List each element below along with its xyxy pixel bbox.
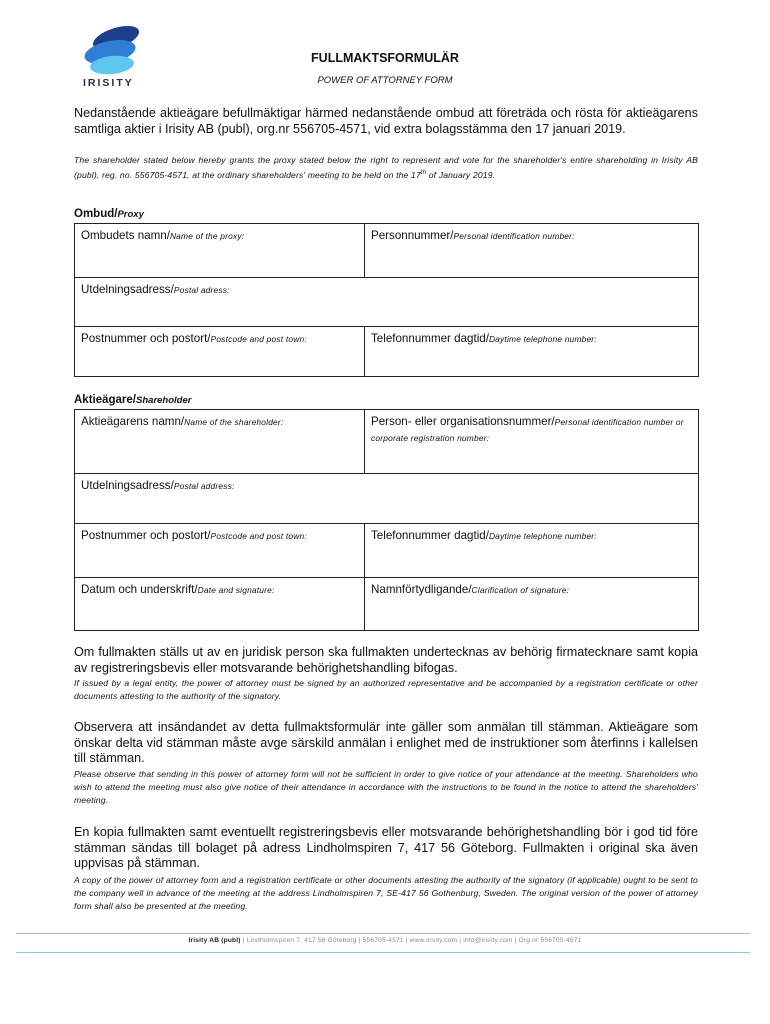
intro-english: The shareholder stated below hereby grants the proxy stated below the right to represent and vote for the shareholder's entire shareholding in Irisity AB (publ), reg. no. 556705-4571, at the ordinary shareholders' meeting to be held on the 17th of January 2019.: [74, 155, 698, 180]
note-legal-entity-sv: Om fullmakten ställs ut av en juridisk person ska fullmakten undertecknas av behörig firmatecknare samt kopia av registreringsbevis eller motsvarande behörighetshandling bifogas.: [74, 645, 698, 675]
note-legal-entity-en: If issued by a legal entity, the power of attorney must be signed by an authorized representative and be accompanied by a registration certificate or other documents attesting to the authority of the signatory.: [74, 678, 698, 701]
intro-swedish: Nedanstående aktieägare befullmäktigar härmed nedanstående ombud att företräda och rösta för aktieägarens samtliga aktier i Irisity AB (publ), org.nr 556705-4571, vid extra bolagsstämma den 17 januari 2019.: [74, 106, 698, 136]
date-signature-field[interactable]: Datum och underskrift/Date and signature:: [75, 578, 365, 631]
note-notice-sv: Observera att insändandet av detta fullmaktsformulär inte gäller som anmälan till stämman. Aktieägare som önskar delta vid stämman måste avge särskild anmälan i enlighet med de instruktioner som återfinns i kallelsen till stämman.: [74, 720, 698, 765]
proxy-phone-field[interactable]: Telefonnummer dagtid/Daytime telephone number:: [365, 327, 699, 377]
page-footer: Irisity AB (publ) | Lindholmspiren 7, 417 56 Göteborg | 556705-4571 | www.irisity.com | info@irisity.com | Org.nr 556705-4571: [188, 937, 582, 944]
proxy-address-field[interactable]: Utdelningsadress/Postal adress:: [75, 278, 699, 327]
proxy-table: [74, 223, 699, 377]
shareholder-address-field[interactable]: Utdelningsadress/Postal address:: [75, 474, 699, 524]
shareholder-phone-field[interactable]: Telefonnummer dagtid/Daytime telephone number:: [365, 524, 699, 578]
form-title: FULLMAKTSFORMULÄR: [311, 51, 459, 65]
shareholder-pid-field[interactable]: Person- eller organisationsnummer/Personal identification number or corporate registration number:: [365, 410, 699, 474]
note-copy-en: A copy of the power of attorney form and a registration certificate or other documents attesting the authority of the signatory (if applicable) ought to be sent to the company well in advance of the meeting at the address Lindholmspiren 7, SE-417 56 Gothenburg, Sweden. The original version of the power of attorney form shall also be presented at the meeting.: [74, 875, 698, 911]
form-subtitle: POWER OF ATTORNEY FORM: [317, 75, 453, 86]
footer-divider-bottom: [16, 952, 750, 953]
clarification-field[interactable]: Namnförtydligande/Clarification of signature:: [365, 578, 699, 631]
note-notice-en: Please observe that sending in this power of attorney form will not be sufficient in order to give notice of your attendance at the meeting. Shareholders who wish to attend the meeting must also give notice of their attendance in accordance with the instructions to be found in the notice to attend the shareholders' meeting.: [74, 769, 698, 805]
proxy-postcode-field[interactable]: Postnummer och postort/Postcode and post town:: [75, 327, 365, 377]
shareholder-name-field[interactable]: Aktieägarens namn/Name of the shareholder:: [75, 410, 365, 474]
note-copy-sv: En kopia fullmakten samt eventuellt registreringsbevis eller motsvarande behörighetshandling bör i god tid före stämman sändas till bolaget på adress Lindholmspiren 7, 417 56 Göteborg. Fullmakten i original ska även uppvisas på stämman.: [74, 825, 698, 870]
proxy-name-field[interactable]: Ombudets namn/Name of the proxy:: [75, 224, 365, 278]
shareholder-postcode-field[interactable]: Postnummer och postort/Postcode and post town:: [75, 524, 365, 578]
shareholder-section-heading: Aktieägare/Shareholder: [74, 394, 192, 406]
proxy-section-heading: Ombud/Proxy: [74, 208, 144, 220]
logo-wordmark: IRISITY: [83, 77, 134, 89]
proxy-pid-field[interactable]: Personnummer/Personal identification number:: [365, 224, 699, 278]
shareholder-table: [74, 409, 699, 631]
footer-divider-top: [16, 933, 750, 934]
